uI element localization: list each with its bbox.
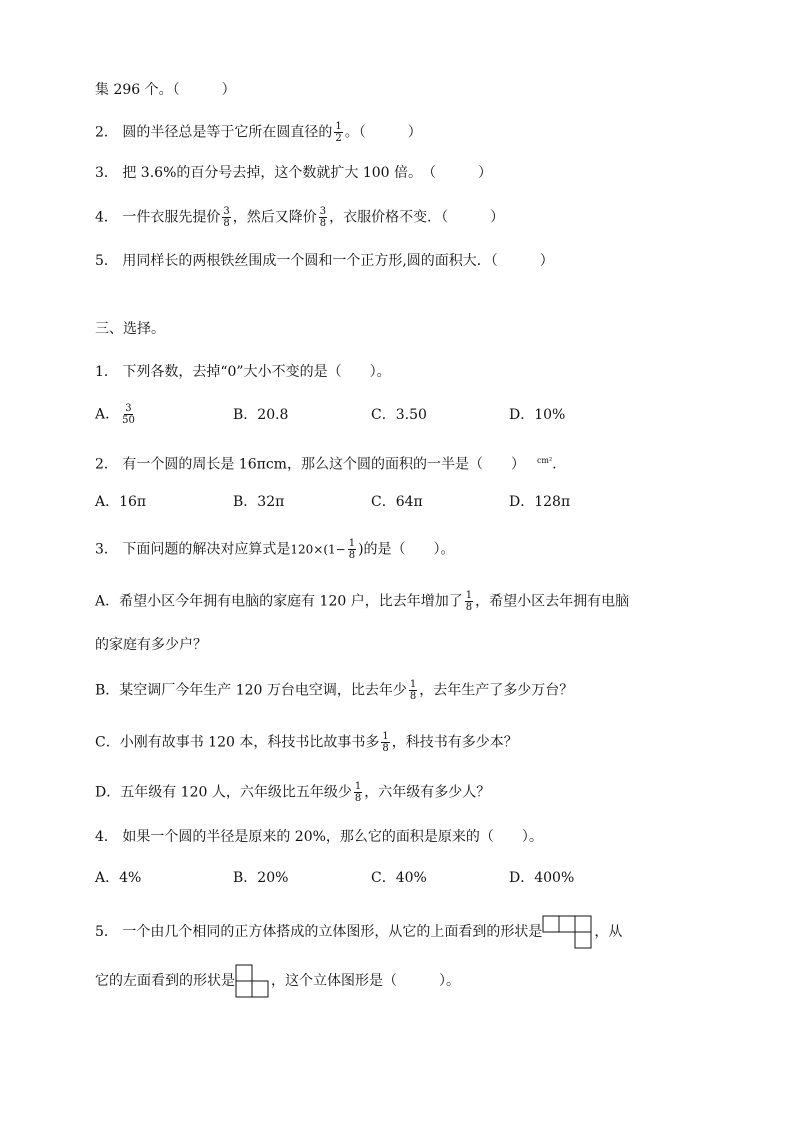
option-c: C．3.50 xyxy=(371,406,427,423)
fraction: $\frac{1}{2}$ xyxy=(335,121,342,144)
judge-q3: 3． 把 3.6%的百分号去掉，这个数就扩大 100 倍。 （ ） xyxy=(95,165,492,181)
fraction: $\frac{3}{8}$ xyxy=(319,206,327,229)
choice-q3-option-d: D．五年级有 120 人，六年级比五年级少 $\frac{1}{8}$ ，六年级有多少人？ xyxy=(95,781,491,804)
fraction: $\frac{1}{8}$ xyxy=(348,538,356,561)
section-title: 三、选择。 xyxy=(95,321,165,337)
choice-q3-option-b: B．某空调厂今年生产 120 万台电空调，比去年少 $\frac{1}{8}$ ，去年生产了多少万台？ xyxy=(95,679,574,702)
choice-q3-option-c: C．小刚有故事书 120 本，科技书比故事书多 $\frac{1}{8}$ ，科技书有多少本？ xyxy=(95,731,518,754)
choice-q3-option-a: A．希望小区今年拥有电脑的家庭有 120 户，比去年增加了 $\frac{1}{8}$ ，希望小区去年拥有电脑 xyxy=(95,590,630,613)
top-view-svg xyxy=(542,915,594,949)
fraction: $\frac{1}{8}$ xyxy=(465,590,473,613)
fraction: $\frac{1}{8}$ xyxy=(382,731,389,754)
choice-q4: 4． 如果一个圆的半径是原来的 20%，那么它的面积是原来的（ ）。 xyxy=(95,829,543,845)
option-b: B．20% xyxy=(233,870,289,886)
option-b: B．32π xyxy=(233,494,285,510)
option-a: A． $\frac{3}{50}$ xyxy=(95,403,135,426)
option-c: C．40% xyxy=(371,870,427,886)
choice-q2: 2． 有一个圆的周长是 16πcm，那么这个圆的面积的一半是（ ） $^{cm^2}$． xyxy=(95,456,567,473)
option-d: D．10% xyxy=(509,406,566,423)
choice-q3: 3． 下面问题的解决对应算式是120×(1− $\frac{1}{8}$ )的是（ ）。 xyxy=(95,538,455,561)
choice-q1: 1． 下列各数，去掉“0”大小不变的是（ ）。 xyxy=(95,364,391,380)
top-view-figure xyxy=(542,915,594,949)
judge-q4: 4． 一件衣服先提价 $\frac{3}{8}$ ，然后又降价 $\frac{3}{8}$ ，衣服价格不变．（ ） xyxy=(95,206,505,229)
fraction: $\frac{3}{50}$ xyxy=(122,403,135,426)
unit-cm2: cm² xyxy=(536,456,553,465)
left-view-figure xyxy=(235,964,271,998)
line-continuation: 集 296 个。（ ） xyxy=(95,82,236,98)
choice-q3-option-a-cont: 的家庭有多少户？ xyxy=(95,637,207,653)
choice-q1-options xyxy=(95,403,647,426)
fraction: $\frac{3}{8}$ xyxy=(223,206,230,229)
choice-q5: 5． 一个由几个相同的正方体搭成的立体图形，从它的上面看到的形状是 ，从 xyxy=(95,915,622,949)
fraction: $\frac{1}{8}$ xyxy=(409,679,417,702)
option-a: A．16π xyxy=(95,494,147,510)
option-d: D．400% xyxy=(509,870,575,886)
judge-q5: 5． 用同样长的两根铁丝围成一个圆和一个正方形,圆的面积大．（ ） xyxy=(95,253,554,269)
judge-q2: 2． 圆的半径总是等于它所在圆直径的 $\frac{1}{2}$ 。（ ） xyxy=(95,121,422,144)
option-c: C．64π xyxy=(371,494,423,510)
choice-q2-options xyxy=(95,492,647,512)
choice-q4-options xyxy=(95,868,647,888)
fraction: $\frac{1}{8}$ xyxy=(354,781,362,804)
option-b: B．20.8 xyxy=(233,406,289,423)
option-d: D．128π xyxy=(509,494,571,510)
left-view-svg xyxy=(235,964,271,998)
choice-q5-cont: 它的左面看到的形状是 ，这个立体图形是（ ）。 xyxy=(95,964,460,998)
option-a: A．4% xyxy=(95,870,142,886)
